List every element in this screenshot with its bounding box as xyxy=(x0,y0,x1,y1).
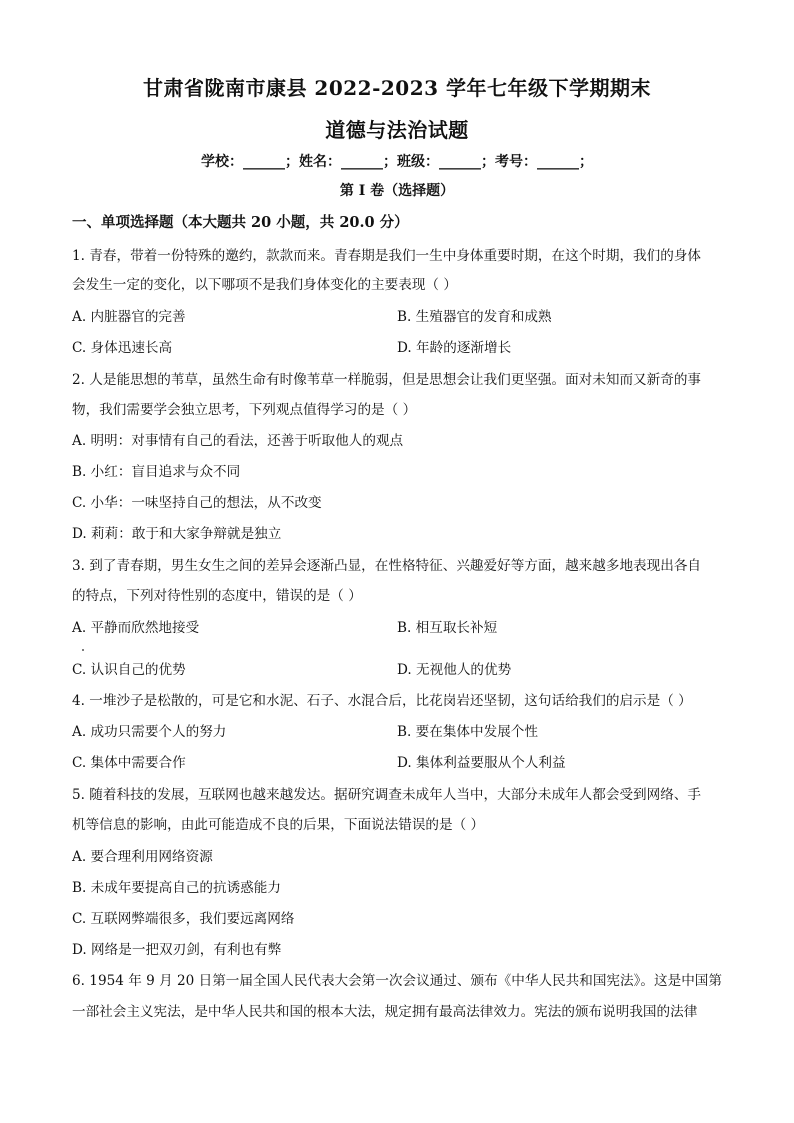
question-3-line-1: 3. 到了青春期，男生女生之间的差异会逐渐凸显，在性格特征、兴趣爱好等方面，越来越多地表现出各自 xyxy=(72,558,702,574)
question-2-line-1: 2. 人是能思想的苇草，虽然生命有时像苇草一样脆弱，但是思想会让我们更坚强。面对未知而又新奇的事 xyxy=(72,372,702,388)
exam-title: 甘肃省陇南市康县 2022-2023 学年七年级下学期期末 xyxy=(142,76,652,100)
question-5-option-d: D. 网络是一把双刃剑，有利也有弊 xyxy=(72,942,282,958)
question-3-option-d: D. 无视他人的优势 xyxy=(397,662,512,678)
print-speck xyxy=(82,649,84,651)
question-4-line-1: 4. 一堆沙子是松散的，可是它和水泥、石子、水混合后，比花岗岩还坚韧，这句话给我们的启示是（ ） xyxy=(72,693,692,709)
exam-subtitle: 道德与法治试题 xyxy=(325,118,469,142)
question-3-option-a: A. 平静而欣然地接受 xyxy=(72,620,200,636)
question-5-line-1: 5. 随着科技的发展，互联网也越来越发达。据研究调查未成年人当中，大部分未成年人都会受到网络、手 xyxy=(72,787,702,803)
question-2-option-a: A. 明明：对事情有自己的看法，还善于听取他人的观点 xyxy=(72,433,404,449)
question-2-option-c: C. 小华：一味坚持自己的想法，从不改变 xyxy=(72,495,322,511)
question-6-line-2: 一部社会主义宪法，是中华人民共和国的根本大法，规定拥有最高法律效力。宪法的颁布说明我国的法律 xyxy=(72,1004,698,1020)
question-5-line-2: 机等信息的影响，由此可能造成不良的后果，下面说法错误的是（ ） xyxy=(72,817,485,833)
question-1-option-b: B. 生殖器官的发育和成熟 xyxy=(397,309,552,325)
question-3-option-b: B. 相互取长补短 xyxy=(397,620,498,636)
question-5-option-b: B. 未成年要提高自己的抗诱惑能力 xyxy=(72,880,281,896)
question-4-option-d: D. 集体利益要服从个人利益 xyxy=(397,755,566,771)
question-2-line-2: 物，我们需要学会独立思考，下列观点值得学习的是（ ） xyxy=(72,402,417,418)
question-1-line-2: 会发生一定的变化，以下哪项不是我们身体变化的主要表现（ ） xyxy=(72,277,457,293)
question-5-option-c: C. 互联网弊端很多，我们要远离网络 xyxy=(72,911,295,927)
question-1-line-1: 1. 青春，带着一份特殊的邀约，款款而来。青春期是我们一生中身体重要时期，在这个时期，我们的身体 xyxy=(72,248,702,264)
question-3-option-c: C. 认识自己的优势 xyxy=(72,662,186,678)
question-4-option-b: B. 要在集体中发展个性 xyxy=(397,724,538,740)
question-4-option-a: A. 成功只需要个人的努力 xyxy=(72,724,227,740)
section-title: 一、单项选择题（本大题共 20 小题，共 20.0 分） xyxy=(72,214,409,231)
question-5-option-a: A. 要合理利用网络资源 xyxy=(72,849,213,865)
student-info-line: 学校：______；姓名：______；班级：______；考号：______； xyxy=(201,154,593,170)
question-6-line-1: 6. 1954 年 9 月 20 日第一届全国人民代表大会第一次会议通过、颁布《中华人民共和国宪法》。这是中国第 xyxy=(72,973,722,989)
question-2-option-d: D. 莉莉：敢于和大家争辩就是独立 xyxy=(72,526,282,542)
question-2-option-b: B. 小红：盲目追求与众不同 xyxy=(72,464,241,480)
question-1-option-c: C. 身体迅速长高 xyxy=(72,340,173,356)
question-1-option-d: D. 年龄的逐渐增长 xyxy=(397,340,512,356)
question-1-option-a: A. 内脏器官的完善 xyxy=(72,309,186,325)
question-3-line-2: 的特点，下列对待性别的态度中，错误的是（ ） xyxy=(72,588,362,604)
question-4-option-c: C. 集体中需要合作 xyxy=(72,755,186,771)
part-label: 第 I 卷（选择题） xyxy=(339,183,455,199)
